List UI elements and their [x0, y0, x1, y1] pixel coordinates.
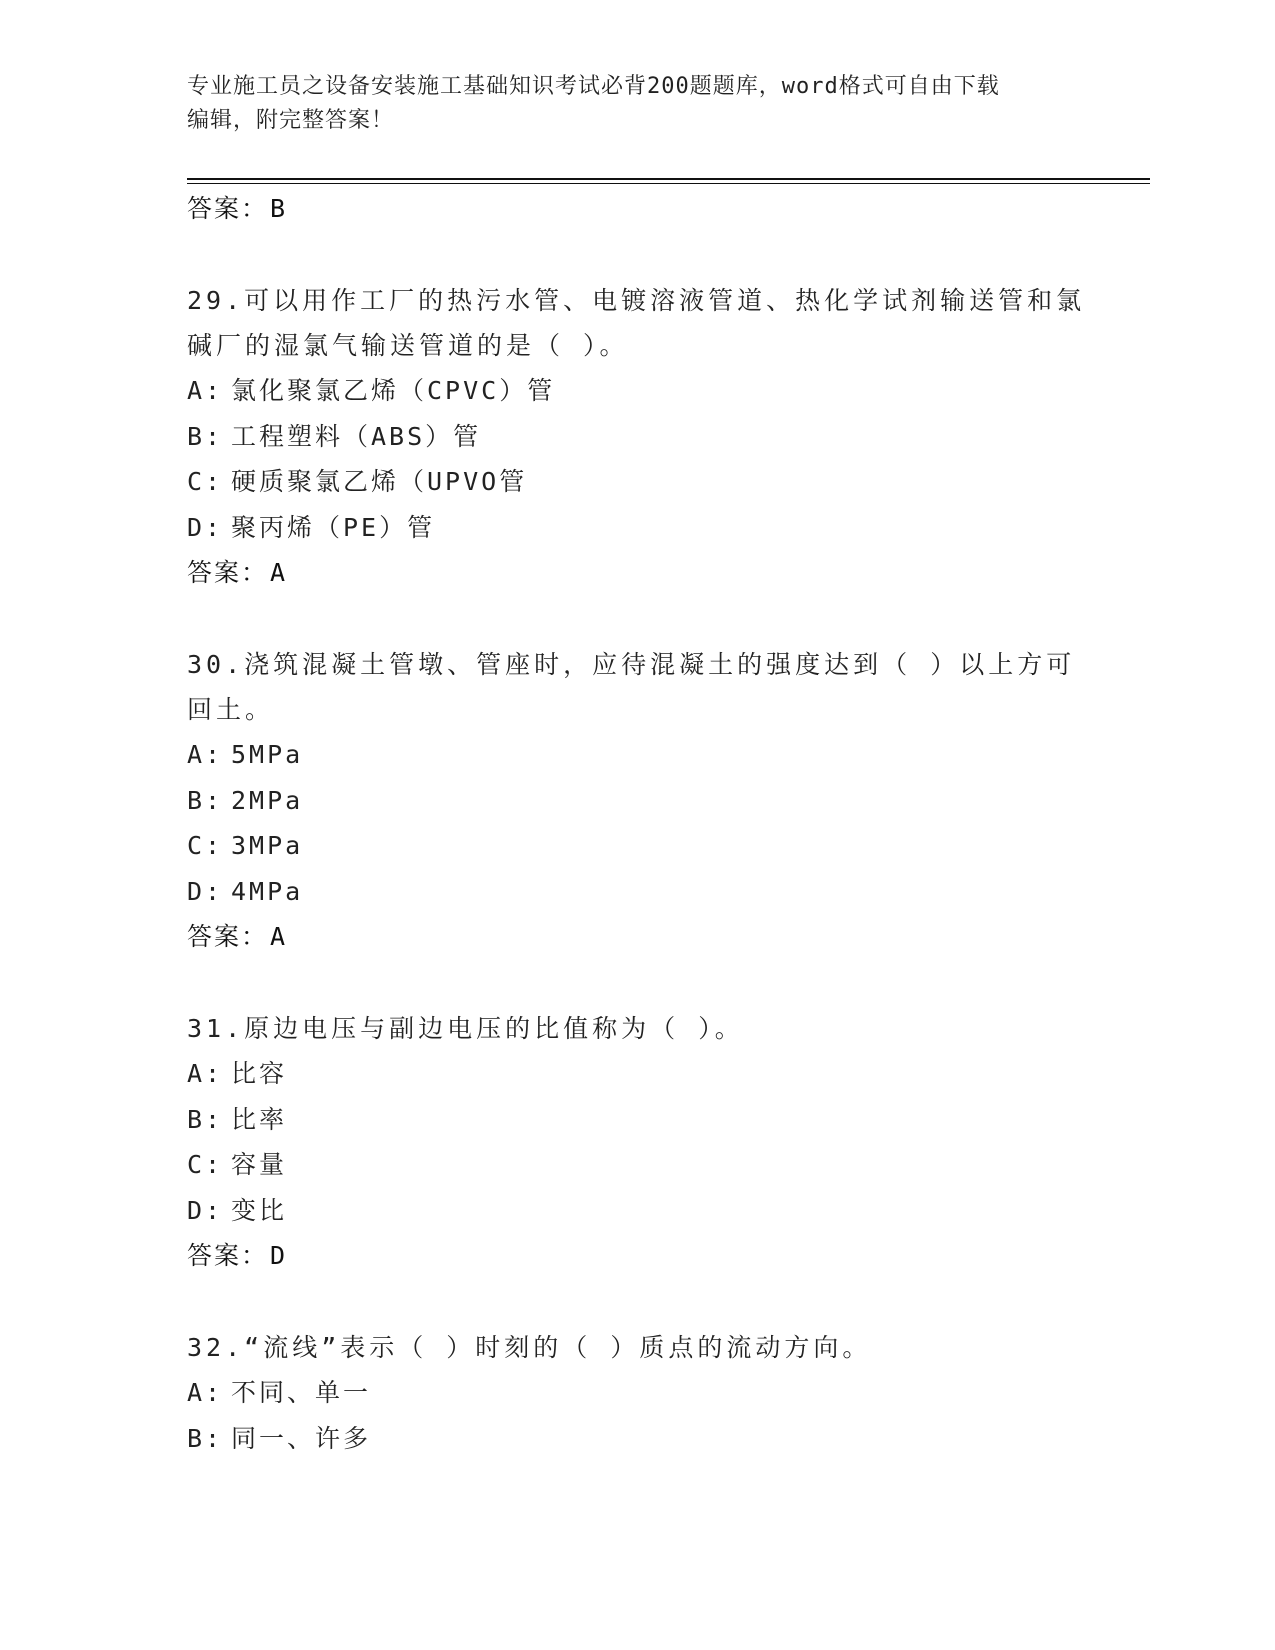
question-text-continued: 碱厂的湿氯气输送管道的是（ ）。 [187, 331, 629, 360]
option-key: A: [187, 740, 224, 769]
option-b [187, 1097, 1087, 1143]
option-b [187, 778, 1087, 824]
option-key: A: [187, 1378, 224, 1407]
answer-label: 答案： [187, 558, 269, 587]
option-c [187, 823, 1087, 869]
option-b [187, 414, 1087, 460]
answer-line [187, 550, 1087, 596]
option-a [187, 368, 1087, 414]
answer-label: 答案： [187, 194, 269, 223]
option-text: 工程塑料（ABS）管 [231, 421, 482, 451]
option-key: B: [187, 421, 224, 451]
option-text: 硬质聚氯乙烯（UPVO管 [231, 467, 528, 496]
answer-value: A [270, 922, 288, 951]
option-text: 变比 [231, 1195, 288, 1225]
option-d [187, 1188, 1087, 1234]
header-divider-thick [187, 178, 1150, 180]
option-a [187, 1370, 1087, 1416]
answer-value: A [270, 558, 288, 587]
option-text: 聚丙烯（PE）管 [231, 512, 436, 542]
option-text: 氯化聚氯乙烯（CPVC）管 [231, 376, 556, 405]
option-text: 2MPa [231, 785, 304, 815]
option-key: B: [187, 1423, 224, 1453]
option-key: C: [187, 467, 224, 496]
option-text: 同一、许多 [231, 1423, 372, 1453]
option-a [187, 1051, 1087, 1097]
question-text: 31.原边电压与副边电压的比值称为（ ）。 [187, 1014, 744, 1043]
option-key: A: [187, 376, 224, 405]
answer-label: 答案： [187, 1241, 269, 1270]
option-a [187, 732, 1087, 778]
option-key: D: [187, 876, 224, 906]
option-text: 容量 [231, 1150, 288, 1179]
question-text-continued: 回土。 [187, 695, 275, 724]
option-c [187, 459, 1087, 505]
option-text: 4MPa [231, 876, 304, 906]
answer-value: B [270, 194, 288, 223]
option-key: D: [187, 1195, 224, 1225]
question-text: 32.“流线”表示（ ）时刻的（ ）质点的流动方向。 [187, 1333, 872, 1362]
question-text: 29.可以用作工厂的热污水管、电镀溶液管道、热化学试剂输送管和氯 [187, 286, 1086, 315]
document-header [187, 70, 1087, 138]
option-text: 比率 [231, 1104, 288, 1134]
question-list [187, 186, 1087, 1461]
option-key: B: [187, 1104, 224, 1134]
answer-line [187, 186, 1087, 232]
option-text: 5MPa [231, 740, 304, 769]
question-block [187, 278, 1087, 596]
question-block [187, 642, 1087, 960]
option-text: 比容 [231, 1059, 288, 1088]
answer-line [187, 1233, 1087, 1279]
option-key: D: [187, 512, 224, 542]
question-text: 30.浇筑混凝土管墩、管座时，应待混凝土的强度达到（ ）以上方可 [187, 650, 1076, 679]
option-d [187, 869, 1087, 915]
option-text: 不同、单一 [231, 1378, 372, 1407]
option-key: B: [187, 785, 224, 815]
option-d [187, 505, 1087, 551]
option-text: 3MPa [231, 831, 304, 860]
header-divider-thin [187, 183, 1150, 184]
header-line-1: 专业施工员之设备安装施工基础知识考试必背200题题库，word格式可自由下载 [187, 74, 1000, 99]
question-block [187, 1325, 1087, 1461]
answer-value: D [270, 1241, 288, 1270]
option-b [187, 1416, 1087, 1462]
option-c [187, 1142, 1087, 1188]
answer-line [187, 914, 1087, 960]
option-key: A: [187, 1059, 224, 1088]
option-key: C: [187, 1150, 224, 1179]
option-key: C: [187, 831, 224, 860]
answer-label: 答案： [187, 922, 269, 951]
question-block [187, 1006, 1087, 1279]
header-line-2: 编辑，附完整答案！ [187, 108, 395, 133]
